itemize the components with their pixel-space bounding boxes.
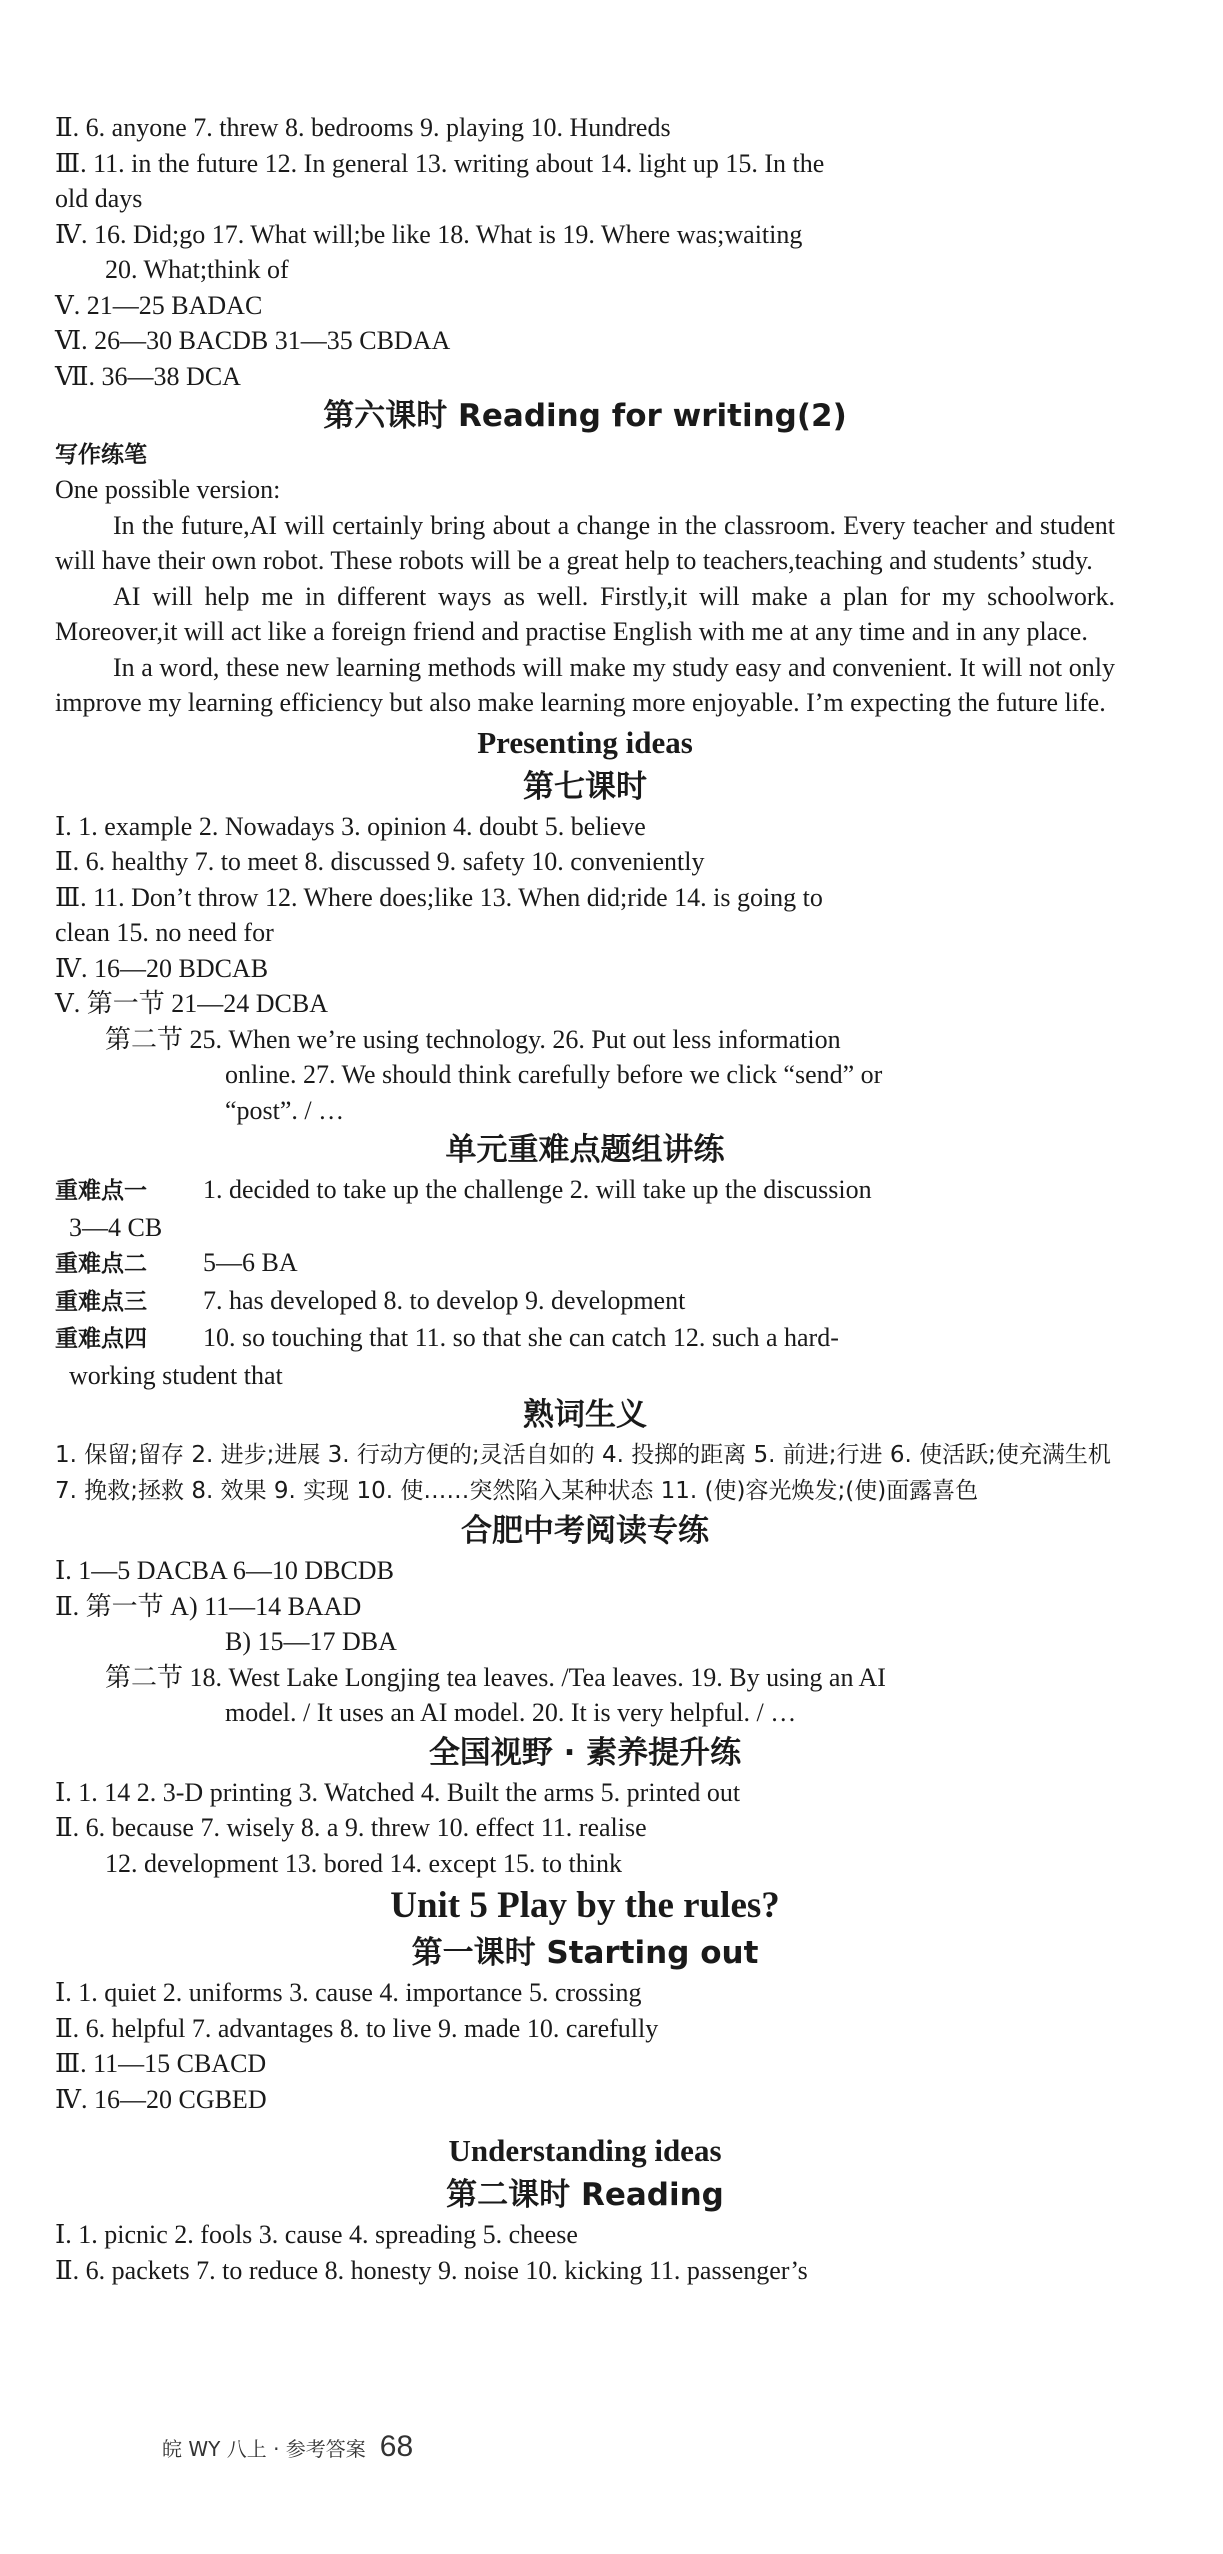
answer-key-page	[55, 110, 1115, 2288]
answer-line	[55, 1172, 1115, 1210]
key-point-tag: 重难点四	[55, 1326, 147, 1352]
answer-line: Ⅱ. 第一节 A) 11—14 BAAD	[55, 1591, 362, 1621]
answer-line: online. 27. We should think carefully before we click “send” or	[225, 1060, 883, 1089]
page-number: 68	[379, 2430, 414, 2463]
answer-line: Ⅳ. 16—20 CGBED	[55, 2084, 267, 2114]
answer-line: Ⅲ. 11. Don’t throw 12. Where does;like 13. When did;ride 14. is going to	[55, 882, 823, 912]
answer-line	[55, 1245, 1115, 1283]
answer-line: 第二节 18. West Lake Longjing tea leaves. /Tea leaves. 19. By using an AI	[105, 1662, 886, 1692]
answer-line: Ⅱ. 6. healthy 7. to meet 8. discussed 9. safety 10. conveniently	[55, 847, 705, 876]
page-footer	[162, 2430, 413, 2464]
answer-line: Ⅰ. 1. quiet 2. uniforms 3. cause 4. importance 5. crossing	[55, 1978, 642, 2007]
answer-line: 3—4 CB	[69, 1212, 163, 1242]
answer-line: Ⅴ. 第一节 21—24 DCBA	[55, 989, 329, 1018]
key-point-answer: 10. so touching that 11. so that she can catch 12. such a hard-	[203, 1323, 839, 1352]
answer-line: 第二节 25. When we’re using technology. 26. Put out less information	[105, 1024, 841, 1054]
section-heading: 合肥中考阅读专练	[461, 1513, 709, 1549]
unit-heading: Unit 5 Play by the rules?	[390, 1885, 780, 1926]
key-point-answer: 1. decided to take up the challenge 2. will take up the discussion	[203, 1175, 872, 1204]
answer-line: Ⅶ. 36—38 DCA	[55, 361, 241, 391]
answer-line: Ⅱ. 6. anyone 7. threw 8. bedrooms 9. playing 10. Hundreds	[55, 113, 671, 142]
answer-line: Ⅰ. 1—5 DACBA 6—10 DBCDB	[55, 1556, 394, 1585]
key-point-answer: 7. has developed 8. to develop 9. development	[203, 1285, 686, 1315]
answer-line: working student that	[69, 1360, 283, 1390]
answer-line: One possible version:	[55, 475, 281, 504]
key-point-answer: 5—6 BA	[203, 1248, 298, 1277]
answer-line	[55, 1283, 1115, 1321]
answer-line	[55, 1320, 1115, 1358]
essay-paragraph: In a word, these new learning methods will make my study easy and convenient. It will not only improve my learning efficiency but also make learning more enjoyable. I’m expecting the future life.	[55, 652, 1115, 717]
answer-line: “post”. / …	[225, 1095, 345, 1125]
answer-line: 12. development 13. bored 14. except 15. to think	[105, 1848, 623, 1878]
answer-line: Ⅳ. 16—20 BDCAB	[55, 953, 269, 983]
answer-line: Ⅴ. 21—25 BADAC	[55, 290, 263, 320]
key-point-tag: 重难点一	[55, 1178, 147, 1204]
answer-line: 20. What;think of	[105, 255, 289, 284]
answer-line: Ⅱ. 6. because 7. wisely 8. a 9. threw 10. effect 11. realise	[55, 1813, 647, 1842]
answer-line: Ⅳ. 16. Did;go 17. What will;be like 18. What is 19. Where was;waiting	[55, 219, 803, 249]
answer-line: Ⅱ. 6. helpful 7. advantages 8. to live 9. made 10. carefully	[55, 2013, 659, 2043]
answer-line: B) 15—17 DBA	[225, 1627, 397, 1656]
answer-line: model. / It uses an AI model. 20. It is very helpful. / …	[225, 1698, 797, 1727]
section-heading: Understanding ideas	[448, 2133, 722, 2168]
section-heading: 第二课时 Reading	[446, 2177, 724, 2213]
answer-line: clean 15. no need for	[55, 918, 274, 947]
answer-line: Ⅵ. 26—30 BACDB 31—35 CBDAA	[55, 326, 451, 355]
answer-line: Ⅰ. 1. 14 2. 3-D printing 3. Watched 4. Built the arms 5. printed out	[55, 1777, 741, 1807]
key-point-tag: 重难点二	[55, 1251, 147, 1277]
chinese-answer-paragraph: 1. 保留;留存 2. 进步;进展 3. 行动方便的;灵活自如的 4. 投掷的距离 5. 前进;行进 6. 使活跃;使充满生机 7. 挽救;拯救 8. 效果 9. 实现 10. 使……突然陷入某种状态 11. (使)容光焕发;(使)面露喜色	[55, 1442, 1111, 1504]
answer-line: Ⅲ. 11. in the future 12. In general 13. writing about 14. light up 15. In the	[55, 148, 825, 178]
section-heading: 熟词生义	[523, 1397, 647, 1433]
section-heading: 第七课时	[523, 768, 647, 805]
answer-line: old days	[55, 184, 143, 213]
answer-line: Ⅲ. 11—15 CBACD	[55, 2049, 267, 2078]
section-heading: 全国视野 · 素养提升练	[428, 1734, 742, 1771]
key-point-tag: 重难点三	[55, 1288, 147, 1315]
essay-paragraph: AI will help me in different ways as well. Firstly,it will make a plan for my schoolwork. Moreover,it will act like a foreign friend and practise English with me at any time and in any place.	[55, 581, 1115, 646]
footer-label: 皖 WY 八上 · 参考答案	[162, 2437, 366, 2461]
section-heading: 单元重难点题组讲练	[445, 1132, 725, 1168]
sub-heading: 写作练笔	[55, 442, 147, 468]
section-heading: 第一课时 Starting out	[411, 1935, 759, 1971]
answer-line: Ⅰ. 1. example 2. Nowadays 3. opinion 4. doubt 5. believe	[55, 811, 646, 841]
answer-line: Ⅱ. 6. packets 7. to reduce 8. honesty 9. noise 10. kicking 11. passenger’s	[55, 2255, 808, 2285]
section-heading: 第六课时 Reading for writing(2)	[323, 398, 847, 434]
answer-line: Ⅰ. 1. picnic 2. fools 3. cause 4. spreading 5. cheese	[55, 2220, 578, 2249]
section-heading: Presenting ideas	[477, 724, 693, 760]
essay-paragraph: In the future,AI will certainly bring about a change in the classroom. Every teacher and student will have their own robot. These robots will be a great help to teachers,teaching and students’ study.	[55, 510, 1115, 575]
